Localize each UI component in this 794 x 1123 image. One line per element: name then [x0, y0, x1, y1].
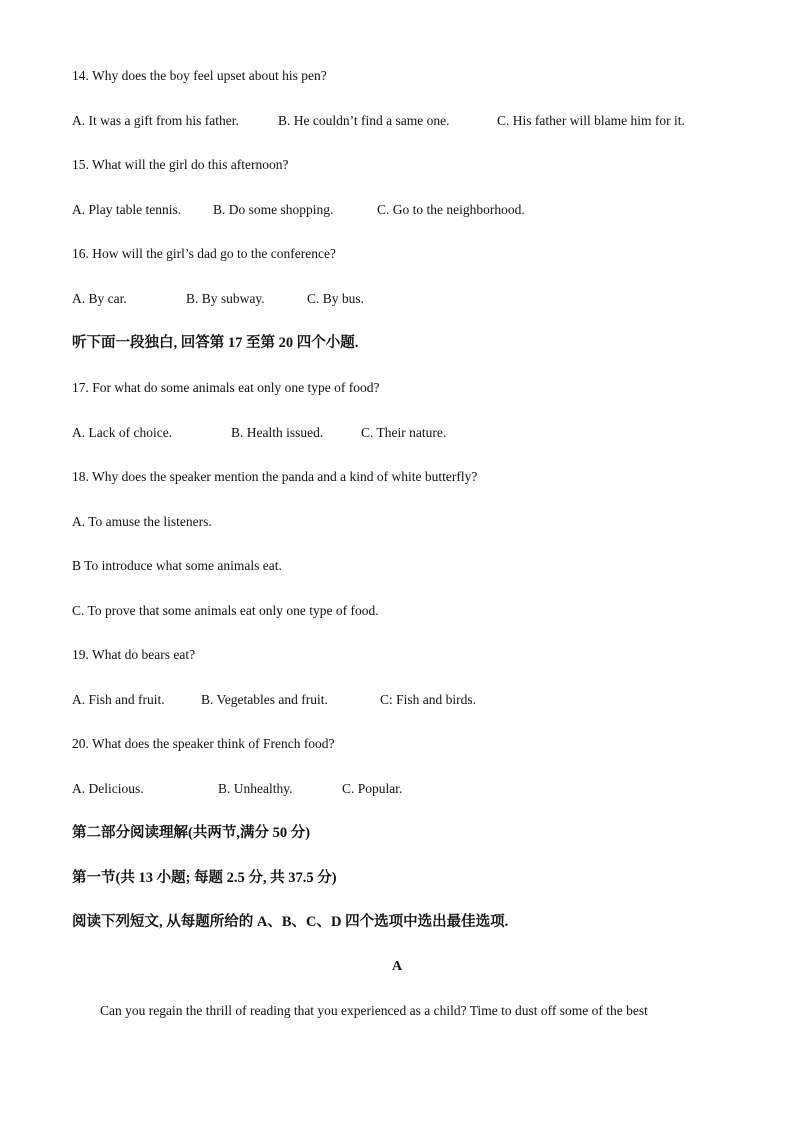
- q17-option-a: A. Lack of choice.: [72, 425, 173, 440]
- q15-option-b: B. Do some shopping.: [213, 202, 334, 217]
- passage-letter: A: [391, 959, 403, 974]
- q15-option-a: A. Play table tennis.: [72, 202, 182, 217]
- q15-option-c: C. Go to the neighborhood.: [377, 202, 525, 217]
- q14-option-c: C. His father will blame him for it.: [497, 113, 685, 128]
- question-19: 19. What do bears eat?: [72, 647, 196, 662]
- q19-option-a: A. Fish and fruit.: [72, 692, 165, 707]
- q16-option-c: C. By bus.: [307, 291, 365, 306]
- q19-option-b: B. Vegetables and fruit.: [201, 692, 328, 707]
- q14-option-b: B. He couldn’t find a same one.: [278, 113, 450, 128]
- q19-option-c: C: Fish and birds.: [380, 692, 477, 707]
- q16-option-b: B. By subway.: [186, 291, 265, 306]
- q17-option-b: B. Health issued.: [231, 425, 324, 440]
- question-17: 17. For what do some animals eat only one type of food?: [72, 380, 380, 395]
- part2-heading: 第二部分阅读理解(共两节,满分 50 分): [72, 825, 311, 841]
- question-16: 16. How will the girl’s dad go to the conference?: [72, 246, 336, 261]
- q18-option-b: B To introduce what some animals eat.: [72, 558, 282, 573]
- question-18: 18. Why does the speaker mention the panda and a kind of white butterfly?: [72, 469, 478, 484]
- reading-instruction: 阅读下列短文, 从每题所给的 A、B、C、D 四个选项中选出最佳选项.: [72, 914, 509, 930]
- q17-option-c: C. Their nature.: [361, 425, 447, 440]
- section1-heading: 第一节(共 13 小题; 每题 2.5 分, 共 37.5 分): [72, 870, 337, 886]
- question-14: 14. Why does the boy feel upset about his pen?: [72, 68, 327, 83]
- q20-option-a: A. Delicious.: [72, 781, 144, 796]
- monologue-heading: 听下面一段独白, 回答第 17 至第 20 四个小题.: [72, 335, 359, 351]
- q20-option-b: B. Unhealthy.: [218, 781, 293, 796]
- q16-option-a: A. By car.: [72, 291, 127, 306]
- q18-option-c: C. To prove that some animals eat only one type of food.: [72, 603, 379, 618]
- q14-option-a: A. It was a gift from his father.: [72, 113, 239, 128]
- q18-option-a: A. To amuse the listeners.: [72, 514, 212, 529]
- question-20: 20. What does the speaker think of French food?: [72, 736, 335, 751]
- passage-first-line: Can you regain the thrill of reading that you experienced as a child? Time to dust off some of the best: [100, 1003, 648, 1018]
- question-15: 15. What will the girl do this afternoon?: [72, 157, 289, 172]
- q20-option-c: C. Popular.: [342, 781, 403, 796]
